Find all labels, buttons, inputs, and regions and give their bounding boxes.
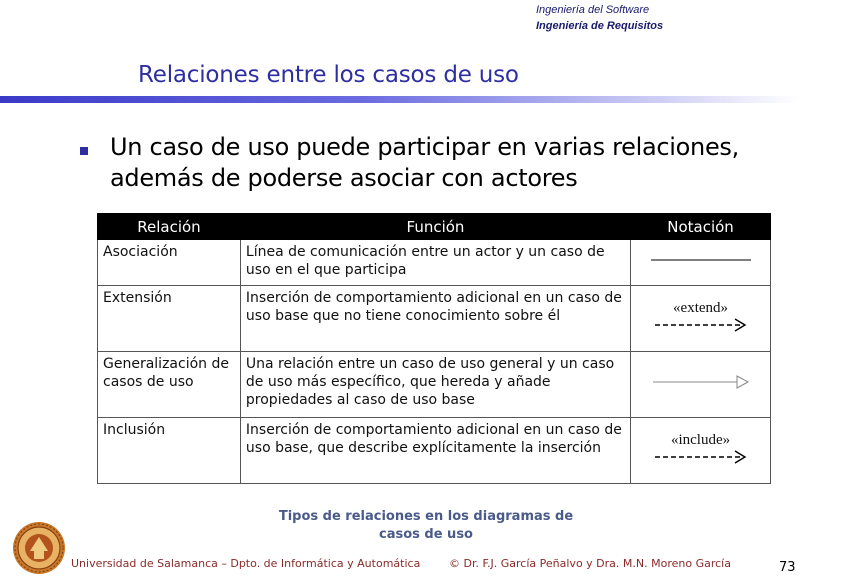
notation-cell: [631, 240, 771, 286]
table-row: [98, 286, 771, 352]
footer-institution: Universidad de Salamanca – Dpto. de Informática y Automática: [71, 557, 421, 570]
generalization-arrow-icon: [651, 373, 751, 391]
association-line-icon: [649, 253, 753, 267]
table-row: [98, 418, 771, 484]
extend-label: «extend»: [673, 299, 729, 316]
table-row: [98, 240, 771, 286]
notation-cell: [631, 286, 771, 352]
function-cell: Línea de comunicación entre un actor y un caso de uso en el que participa: [240, 240, 630, 286]
relation-cell: Inclusión: [98, 418, 241, 484]
header-function: Función: [240, 214, 630, 240]
page-number: 73: [779, 560, 796, 575]
footer-copyright: © Dr. F.J. García Peñalvo y Dra. M.N. Moreno García: [449, 557, 731, 570]
table-header-row: [98, 214, 771, 240]
notation-cell: [631, 418, 771, 484]
header-subject: Ingeniería de Requisitos: [536, 20, 664, 32]
table-row: [98, 352, 771, 418]
notation-cell: [631, 352, 771, 418]
relation-cell: Generalización de casos de uso: [98, 352, 241, 418]
dashed-arrow-icon: [653, 317, 749, 333]
header-course: Ingeniería del Software: [536, 4, 650, 16]
slide-title: Relaciones entre los casos de uso: [138, 62, 519, 88]
function-cell: Inserción de comportamiento adicional en un caso de uso base que no tiene conocimiento sobre él: [240, 286, 630, 352]
relation-cell: Asociación: [98, 240, 241, 286]
function-cell: Una relación entre un caso de uso general y un caso de uso más específico, que hereda y añade propiedades al caso de uso base: [240, 352, 630, 418]
table-caption: Tipos de relaciones en los diagramas de casos de uso: [278, 509, 574, 542]
title-rule: [0, 96, 800, 103]
relation-cell: Extensión: [98, 286, 241, 352]
include-label: «include»: [670, 431, 731, 448]
header-notation: Notación: [631, 214, 771, 240]
function-cell: Inserción de comportamiento adicional en un caso de uso base, que describe explícitamente la inserción: [240, 418, 630, 484]
university-seal-icon: [12, 521, 66, 575]
bullet-icon: [80, 147, 88, 155]
dashed-arrow-icon: [653, 449, 749, 465]
header-relation: Relación: [98, 214, 241, 240]
bullet-text: Un caso de uso puede participar en varias relaciones, además de poderse asociar con actores: [110, 133, 739, 192]
relations-table: [97, 213, 771, 484]
